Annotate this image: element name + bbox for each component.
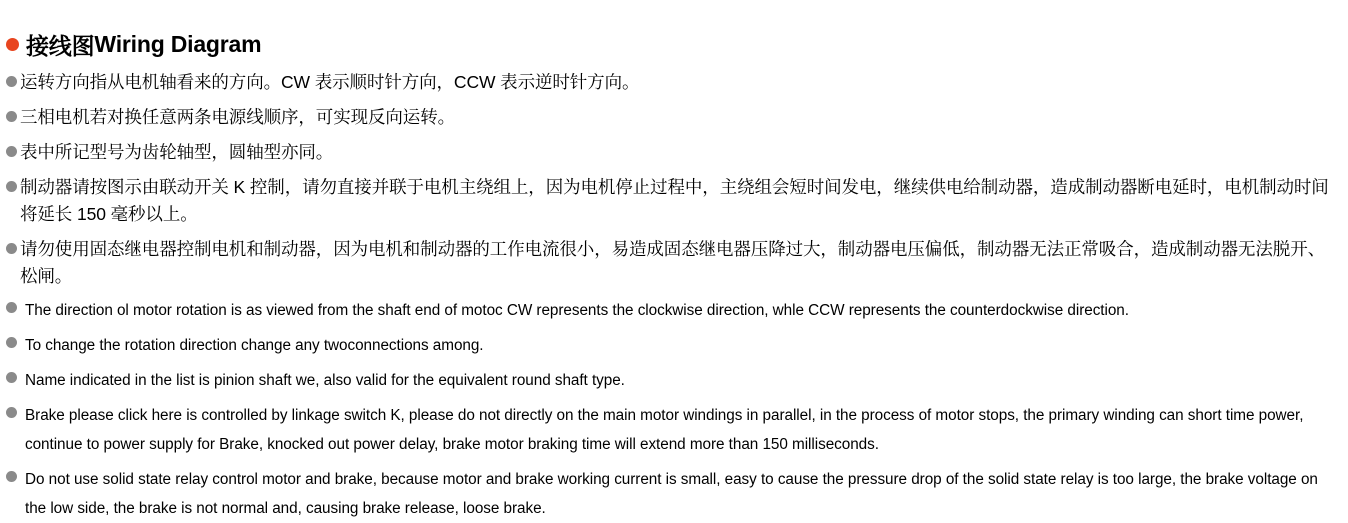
note-text-en: To change the rotation direction change any twoconnections among. <box>25 337 484 354</box>
list-bullet-icon <box>6 111 17 122</box>
list-item <box>0 465 1348 523</box>
list-item <box>0 174 1348 228</box>
list-bullet-icon <box>6 76 17 87</box>
note-text-en: Brake please click here is controlled by linkage switch K, please do not directly on the main motor windings in parallel, in the process of motor stops, the primary winding can short time power, continue to power supply for Brake, knocked out power delay, brake motor braking time will extend more than 150 milliseconds. <box>25 407 1304 453</box>
note-text-cn: 三相电机若对换任意两条电源线顺序，可实现反向运转。 <box>20 107 455 127</box>
list-item <box>0 104 1348 131</box>
list-item <box>0 401 1348 459</box>
note-text-cn: 运转方向指从电机轴看来的方向。CW 表示顺时针方向，CCW 表示逆时针方向。 <box>20 72 640 92</box>
list-bullet-icon <box>6 372 17 383</box>
note-text-cn: 制动器请按图示由联动开关 K 控制，请勿直接并联于电机主绕组上，因为电机停止过程中，主绕组会短时间发电，继续供电给制动器，造成制动器断电延时，电机制动时间将延长 150 毫秒以上。 <box>20 177 1329 224</box>
note-text-cn: 请勿使用固态继电器控制电机和制动器，因为电机和制动器的工作电流很小，易造成固态继电器压降过大，制动器电压偏低，制动器无法正常吸合，造成制动器无法脱开、松闸。 <box>20 239 1325 286</box>
list-item <box>0 69 1348 96</box>
list-bullet-icon <box>6 302 17 313</box>
list-item <box>0 296 1348 325</box>
page-title-en: Wiring Diagram <box>94 31 262 57</box>
list-bullet-icon <box>6 407 17 418</box>
list-bullet-icon <box>6 146 17 157</box>
list-bullet-icon <box>6 243 17 254</box>
list-bullet-icon <box>6 471 17 482</box>
list-bullet-icon <box>6 337 17 348</box>
note-text-en: Name indicated in the list is pinion shaft we, also valid for the equivalent round shaft type. <box>25 372 625 389</box>
note-text-cn: 表中所记型号为齿轮轴型，圆轴型亦同。 <box>20 142 334 162</box>
note-text-en: Do not use solid state relay control motor and brake, because motor and brake working current is small, easy to cause the pressure drop of the solid state relay is too large, the brake voltage on the low side, the brake is not normal and, causing brake release, loose brake. <box>25 471 1318 517</box>
page-title-cn: 接线图 <box>26 33 95 59</box>
list-item <box>0 139 1348 166</box>
section-heading <box>0 0 1348 61</box>
list-item <box>0 331 1348 360</box>
list-item <box>0 366 1348 395</box>
list-bullet-icon <box>6 181 17 192</box>
list-item <box>0 236 1348 290</box>
heading-bullet-icon <box>6 38 19 51</box>
note-text-en: The direction ol motor rotation is as viewed from the shaft end of motoc CW represents the clockwise direction, whle CCW represents the counterdockwise direction. <box>25 302 1129 319</box>
